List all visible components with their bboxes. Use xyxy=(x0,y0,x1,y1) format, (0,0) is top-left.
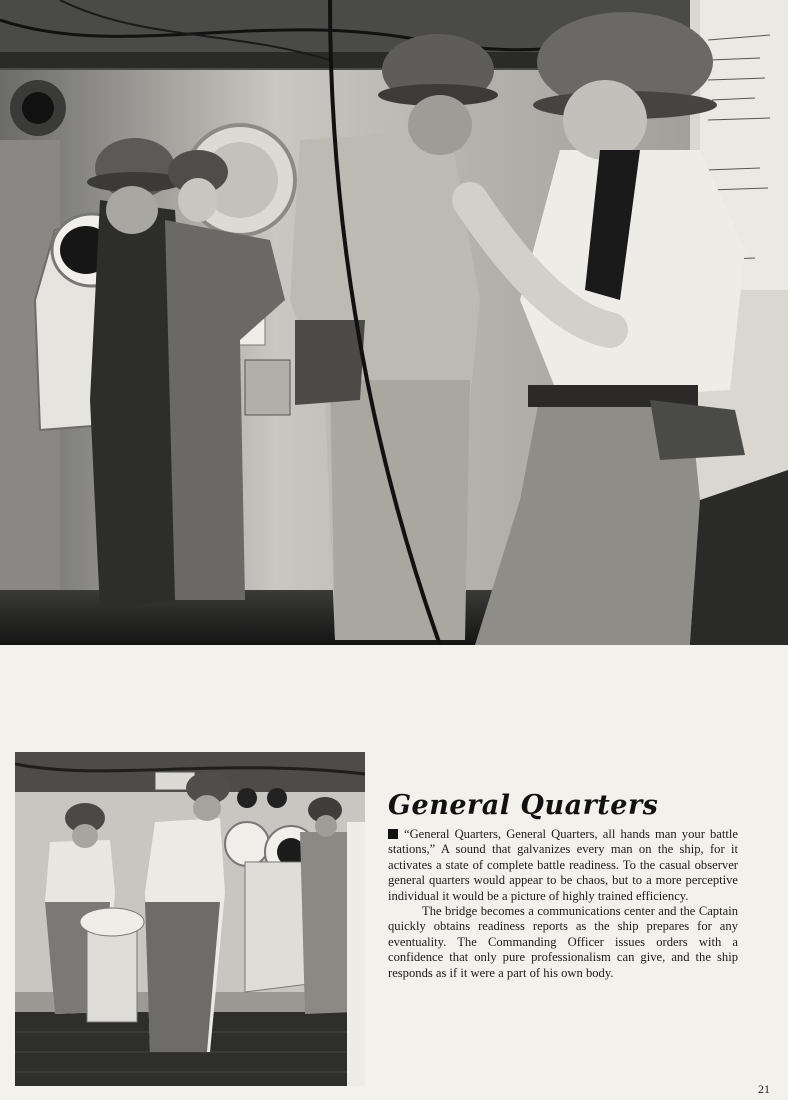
paragraph-1-text: “General Quarters, General Quarters, all hands man your battle stations,” A sound that galvanizes every man on the ship, for it activates a state of complete battle readiness. To the casual observer general quarters would appear to be chaos, but to a more perceptive individual it would be a picture of highly trained efficiency. xyxy=(388,827,738,903)
bridge-stations-photo xyxy=(15,752,365,1086)
page-number: 21 xyxy=(758,1082,770,1096)
article-body xyxy=(388,827,738,981)
bullet-square-icon xyxy=(388,829,398,839)
headline: General Quarters xyxy=(388,790,659,821)
article xyxy=(388,790,738,981)
paragraph-1 xyxy=(388,827,738,904)
paragraph-2: The bridge becomes a communications center and the Captain quickly obtains readiness reports as the ship prepares for any eventuality. The Commanding Officer issues orders with a confidence that only pure professionalism can give, and the ship responds as if it were a part of his own body. xyxy=(388,904,738,980)
